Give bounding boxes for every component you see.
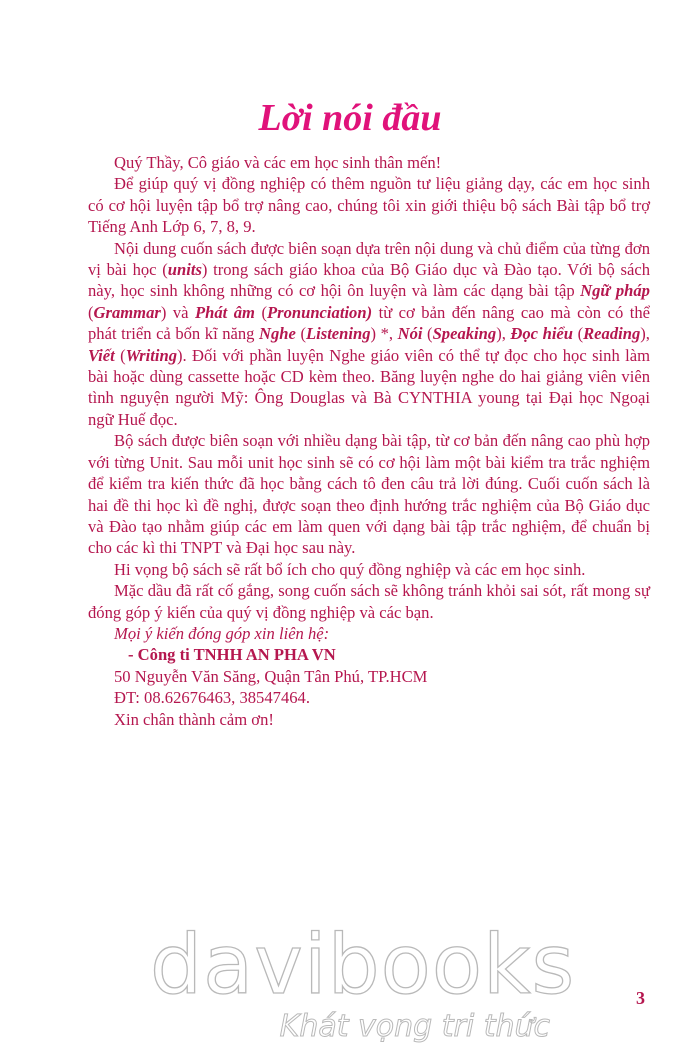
term-ngu-phap: Ngữ pháp <box>580 281 650 301</box>
term-speaking: Speaking <box>432 324 497 344</box>
term-phat-am: Phát âm <box>195 302 255 322</box>
thanks-line: Xin chân thành cảm ơn! <box>114 709 274 729</box>
term-doc-hieu: Đọc hiểu <box>510 324 574 344</box>
hope-paragraph: Hi vọng bộ sách sẽ rất bổ ích cho quý đồng nghiệp và các em học sinh. <box>114 559 586 579</box>
company-address: 50 Nguyễn Văn Săng, Quận Tân Phú, TP.HCM <box>114 666 428 686</box>
content-text: ) trong sách giáo khoa của Bộ Giáo dục và Đào tạo. Với bộ sách này, học sinh không những có cơ hội ôn luyện và làm các dạng bài tập <box>88 260 650 301</box>
greeting-paragraph: Quý Thầy, Cô giáo và các em học sinh thân mến! <box>114 153 442 172</box>
content-text: ( <box>295 324 306 344</box>
content-text: ( <box>88 302 94 322</box>
content-text: ) *, <box>370 324 398 344</box>
content-text: ). Đối với phần luyện Nghe giáo viên có thể tự đọc cho học sinh làm bài hoặc dùng cassette hoặc CD kèm theo. Băng luyện nghe do hai giảng viên viên tình nguyện người Mỹ: Ông Douglas và Bà CYNTHIA young tại Đại học Ngoại ngữ Huế đọc. <box>88 345 650 429</box>
term-pronunciation: Pronunciation) <box>266 302 373 322</box>
watermark-brand: davibooks <box>150 918 576 1013</box>
term-nghe: Nghe <box>259 324 296 344</box>
term-viet: Viết <box>88 345 115 365</box>
contact-intro: Mọi ý kiến đóng góp xin liên hệ: <box>114 623 330 643</box>
term-noi: Nói <box>397 324 423 344</box>
page-number: 3 <box>636 988 645 1008</box>
term-writing: Writing <box>125 345 177 365</box>
term-reading: Reading <box>583 324 641 344</box>
content-text: ( <box>254 302 267 322</box>
content-text: từ cơ bản đến nâng cao mà còn có thể phát triển cả bốn kĩ năng <box>88 302 650 344</box>
content-text: ), <box>496 324 511 344</box>
content-text: ( <box>422 324 433 344</box>
preface-body <box>88 152 650 730</box>
content-text: ( <box>573 324 584 344</box>
content-text: ) và <box>160 302 195 322</box>
content-text: ( <box>114 345 126 365</box>
term-listening: Listening <box>305 324 371 344</box>
page-title: Lời nói đầu <box>258 97 442 139</box>
exercises-paragraph: Bộ sách được biên soạn với nhiều dạng bài tập, từ cơ bản đến nâng cao phù hợp với từng Unit. Sau mỗi unit học sinh sẽ có cơ hội làm một bài kiểm tra trắc nghiệm để kiểm tra kiến thức đã học bằng cách tô đen câu trả lời đúng. Cuối cuốn sách là hai đề thi học kì đề nghị, được soạn theo định hướng trắc nghiệm của Bộ Giáo dục và Đào tạo nhằm giúp các em làm quen với dạng bài tập trắc nghiệm, để chuẩn bị cho các kì thi TNPT và Đại học sau này. <box>88 431 650 558</box>
company-phone: ĐT: 08.62676463, 38547464. <box>114 688 310 708</box>
intro-paragraph: Để giúp quý vị đồng nghiệp có thêm nguồn tư liệu giảng dạy, các em học sinh có cơ hội luyện tập bổ trợ nâng cao, chúng tôi xin giới thiệu bộ sách Bài tập bổ trợ Tiếng Anh Lớp 6, 7, 8, 9. <box>88 174 650 237</box>
term-units: units <box>167 260 202 280</box>
watermark-slogan: Khát vọng tri thức <box>279 1009 550 1044</box>
apology-paragraph: Mặc dầu đã rất cố gắng, song cuốn sách sẽ không tránh khỏi sai sót, rất mong sự đóng góp ý kiến của quý vị đồng nghiệp và các bạn. <box>88 581 650 622</box>
company-name: - Công ti TNHH AN PHA VN <box>128 645 336 665</box>
content-text: Nội dung cuốn sách được biên soạn dựa trên nội dung và chủ điểm của từng đơn vị bài học ( <box>88 238 650 280</box>
content-paragraph <box>88 238 650 431</box>
content-text: ), <box>640 324 650 344</box>
term-grammar: Grammar <box>93 302 161 322</box>
